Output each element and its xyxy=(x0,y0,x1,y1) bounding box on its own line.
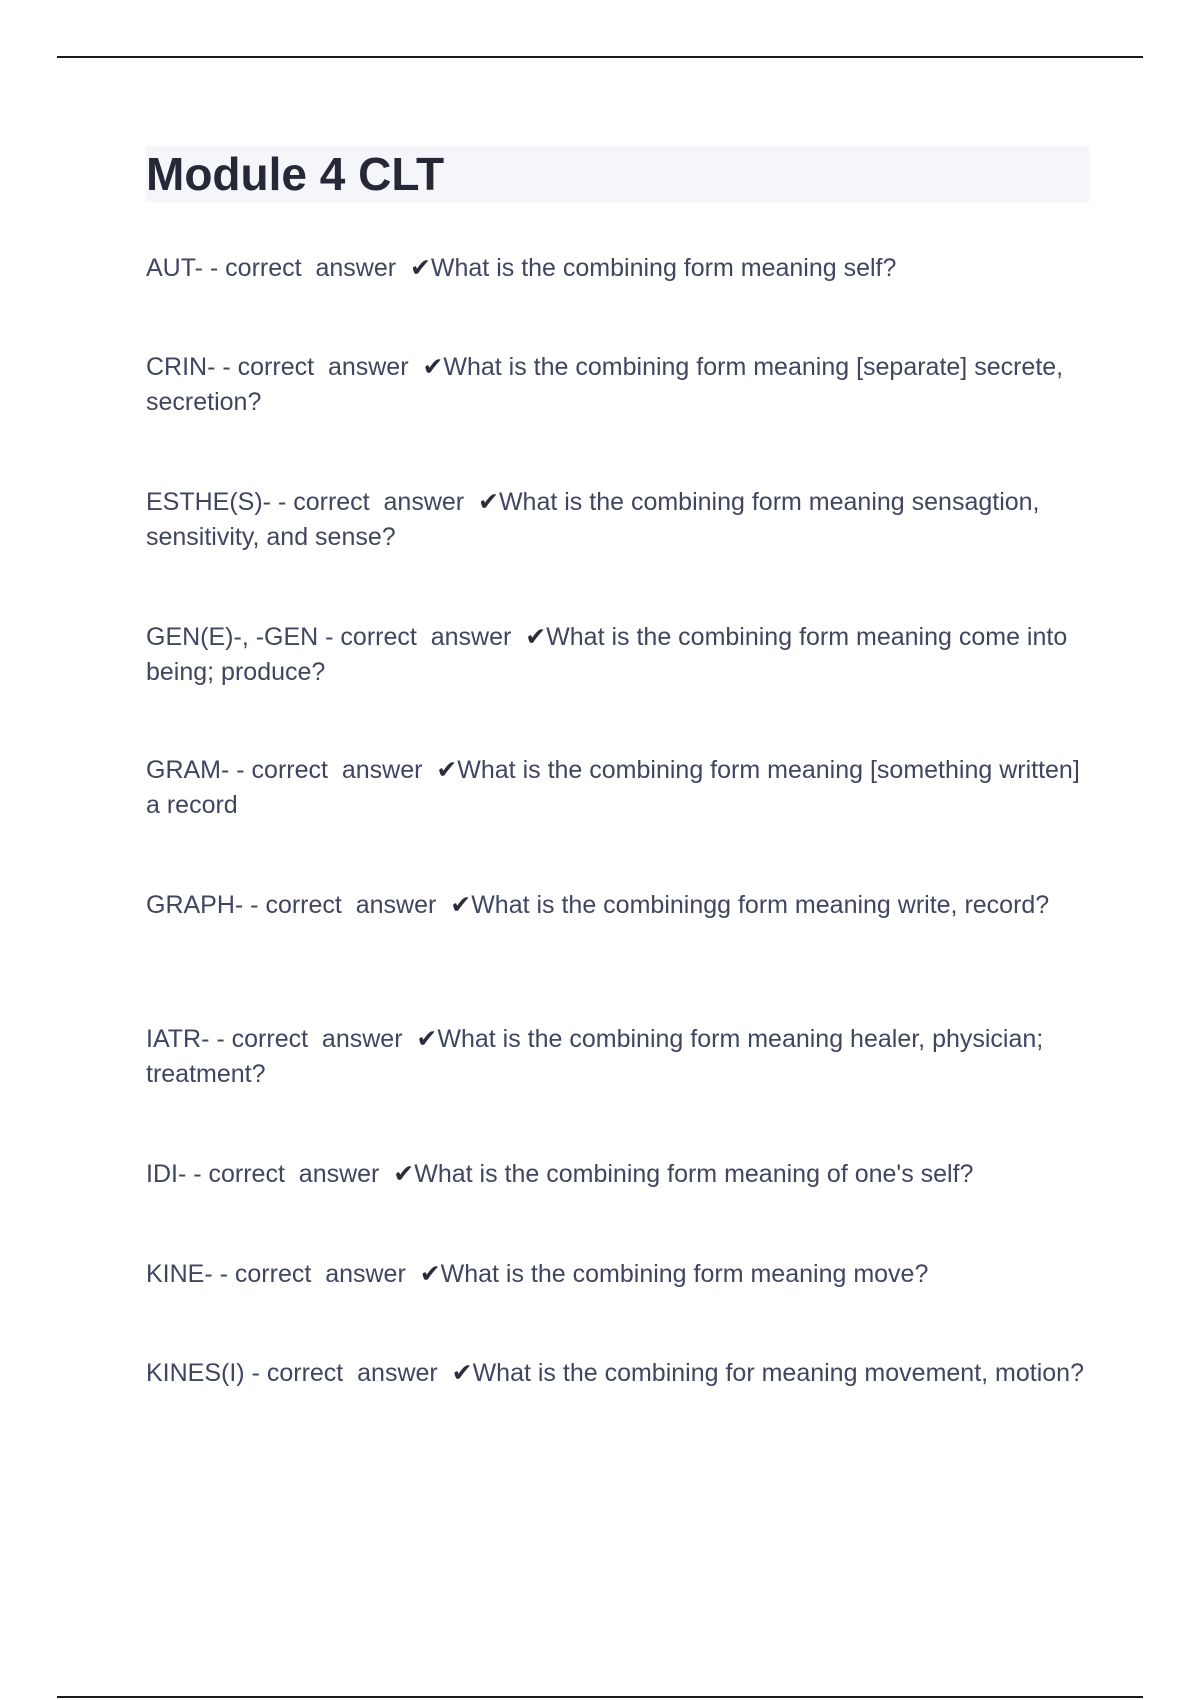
separator: - correct answer xyxy=(186,1160,394,1188)
qa-item xyxy=(146,485,1090,555)
question: What is the combining form meaning sensagtion, sensitivity, and sense? xyxy=(146,488,1040,551)
qa-item xyxy=(146,888,1090,923)
check-icon: ✔ xyxy=(409,254,431,282)
separator: - correct answer xyxy=(318,623,526,651)
term: KINES(I) xyxy=(146,1359,245,1387)
term: AUT- xyxy=(146,254,203,282)
question: What is the combining form meaning healer, physician; treatment? xyxy=(146,1025,1044,1088)
check-icon: ✔ xyxy=(416,1025,438,1053)
question: What is the combining form meaning come into being; produce? xyxy=(146,623,1068,686)
term: GEN(E)-, -GEN xyxy=(146,623,319,651)
question: What is the combining form meaning move? xyxy=(440,1260,929,1288)
question: What is the combining for meaning movement, motion? xyxy=(472,1359,1084,1387)
term: IDI- xyxy=(146,1160,187,1188)
question: What is the combiningg form meaning write, record? xyxy=(471,891,1050,919)
separator: - correct answer xyxy=(202,254,410,282)
qa-item xyxy=(146,753,1090,823)
qa-item xyxy=(146,1157,1090,1192)
question: What is the combining form meaning [something written] a record xyxy=(146,756,1080,819)
qa-item xyxy=(146,620,1090,690)
separator: - correct answer xyxy=(271,488,478,516)
page-title: Module 4 CLT xyxy=(146,148,445,200)
check-icon: ✔ xyxy=(450,891,472,919)
check-icon: ✔ xyxy=(436,756,458,784)
term: IATR- xyxy=(146,1025,210,1053)
separator: - correct answer xyxy=(244,1359,452,1387)
term: CRIN- xyxy=(146,353,216,381)
check-icon: ✔ xyxy=(393,1160,415,1188)
qa-item xyxy=(146,1257,1090,1292)
term: ESTHE(S)- xyxy=(146,488,271,516)
separator: - correct answer xyxy=(215,353,423,381)
top-rule xyxy=(57,56,1143,58)
term: KINE- xyxy=(146,1260,213,1288)
check-icon: ✔ xyxy=(422,353,444,381)
qa-item xyxy=(146,1356,1090,1391)
qa-item xyxy=(146,1022,1090,1092)
question: What is the combining form meaning [separate] secrete, secretion? xyxy=(146,353,1064,416)
separator: - correct answer xyxy=(243,891,451,919)
check-icon: ✔ xyxy=(478,488,499,516)
check-icon: ✔ xyxy=(419,1260,441,1288)
bottom-rule xyxy=(57,1696,1143,1698)
term: GRAM- xyxy=(146,756,230,784)
check-icon: ✔ xyxy=(525,623,547,651)
qa-item xyxy=(146,350,1090,420)
qa-item xyxy=(146,251,1090,286)
separator: - correct answer xyxy=(229,756,437,784)
term: GRAPH- xyxy=(146,891,244,919)
separator: - correct answer xyxy=(209,1025,417,1053)
check-icon: ✔ xyxy=(451,1359,473,1387)
question: What is the combining form meaning self? xyxy=(430,254,897,282)
separator: - correct answer xyxy=(212,1260,420,1288)
question: What is the combining form meaning of one's self? xyxy=(414,1160,974,1188)
